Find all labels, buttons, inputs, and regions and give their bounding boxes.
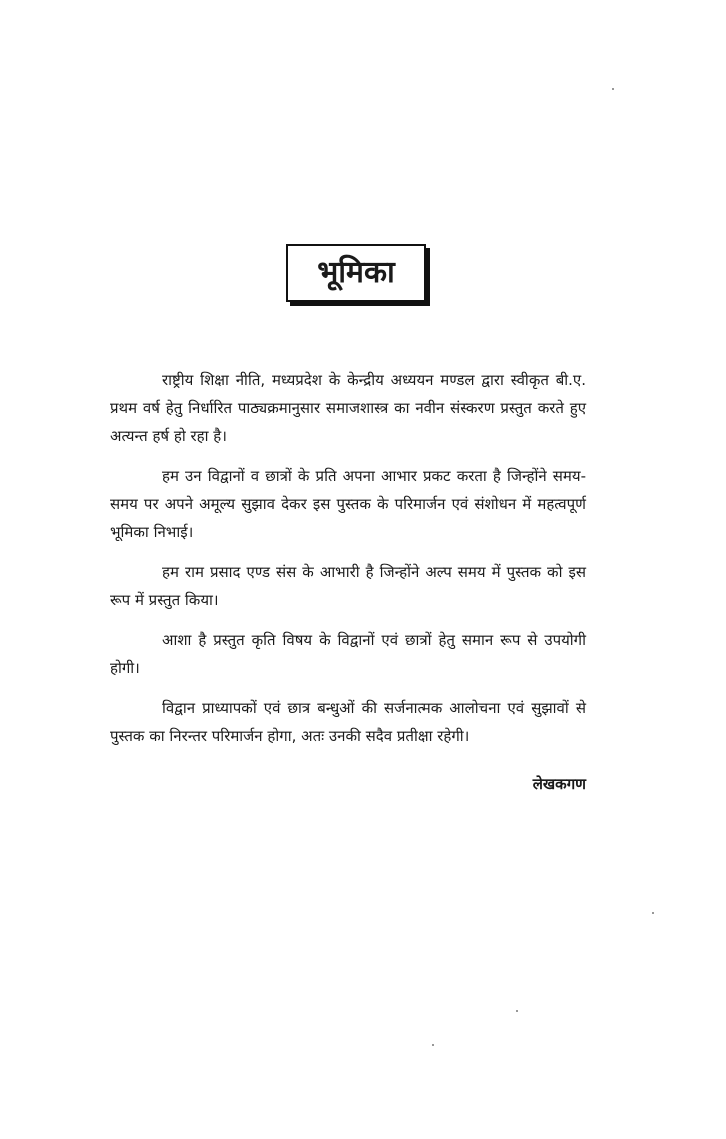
paragraph-3: हम राम प्रसाद एण्ड संस के आभारी है जिन्होंने अल्प समय में पुस्तक को इस रूप में प्रस्तुत किया। <box>110 563 586 609</box>
preface-body <box>110 366 586 762</box>
author-signature: लेखकगण <box>532 775 586 793</box>
title-box <box>286 244 426 302</box>
paragraph-1: राष्ट्रीय शिक्षा नीति, मध्यप्रदेश के केन्द्रीय अध्ययन मण्डल द्वारा स्वीकृत बी.ए. प्रथम वर्ष हेतु निर्धारित पाठ्यक्रमानुसार समाजशास्त्र का नवीन संस्करण प्रस्तुत करते हुए अत्यन्त हर्ष हो रहा है। <box>110 371 586 445</box>
scan-speck <box>612 88 614 90</box>
paragraph-2: हम उन विद्वानों व छात्रों के प्रति अपना आभार प्रकट करता है जिन्होंने समय-समय पर अपने अमूल्य सुझाव देकर इस पुस्तक के परिमार्जन एवं संशोधन में महत्वपूर्ण भूमिका निभाई। <box>110 467 586 541</box>
paragraph-4: आशा है प्रस्तुत कृति विषय के विद्वानों एवं छात्रों हेतु समान रूप से उपयोगी होगी। <box>110 631 586 677</box>
scan-speck <box>652 912 654 914</box>
scan-speck <box>516 1010 518 1012</box>
scan-speck <box>432 1044 434 1046</box>
page-title: भूमिका <box>317 255 395 290</box>
paragraph-5: विद्वान प्राध्यापकों एवं छात्र बन्धुओं की सर्जनात्मक आलोचना एवं सुझावों से पुस्तक का निरन्तर परिमार्जन होगा, अतः उनकी सदैव प्रतीक्षा रहेगी। <box>110 699 586 745</box>
